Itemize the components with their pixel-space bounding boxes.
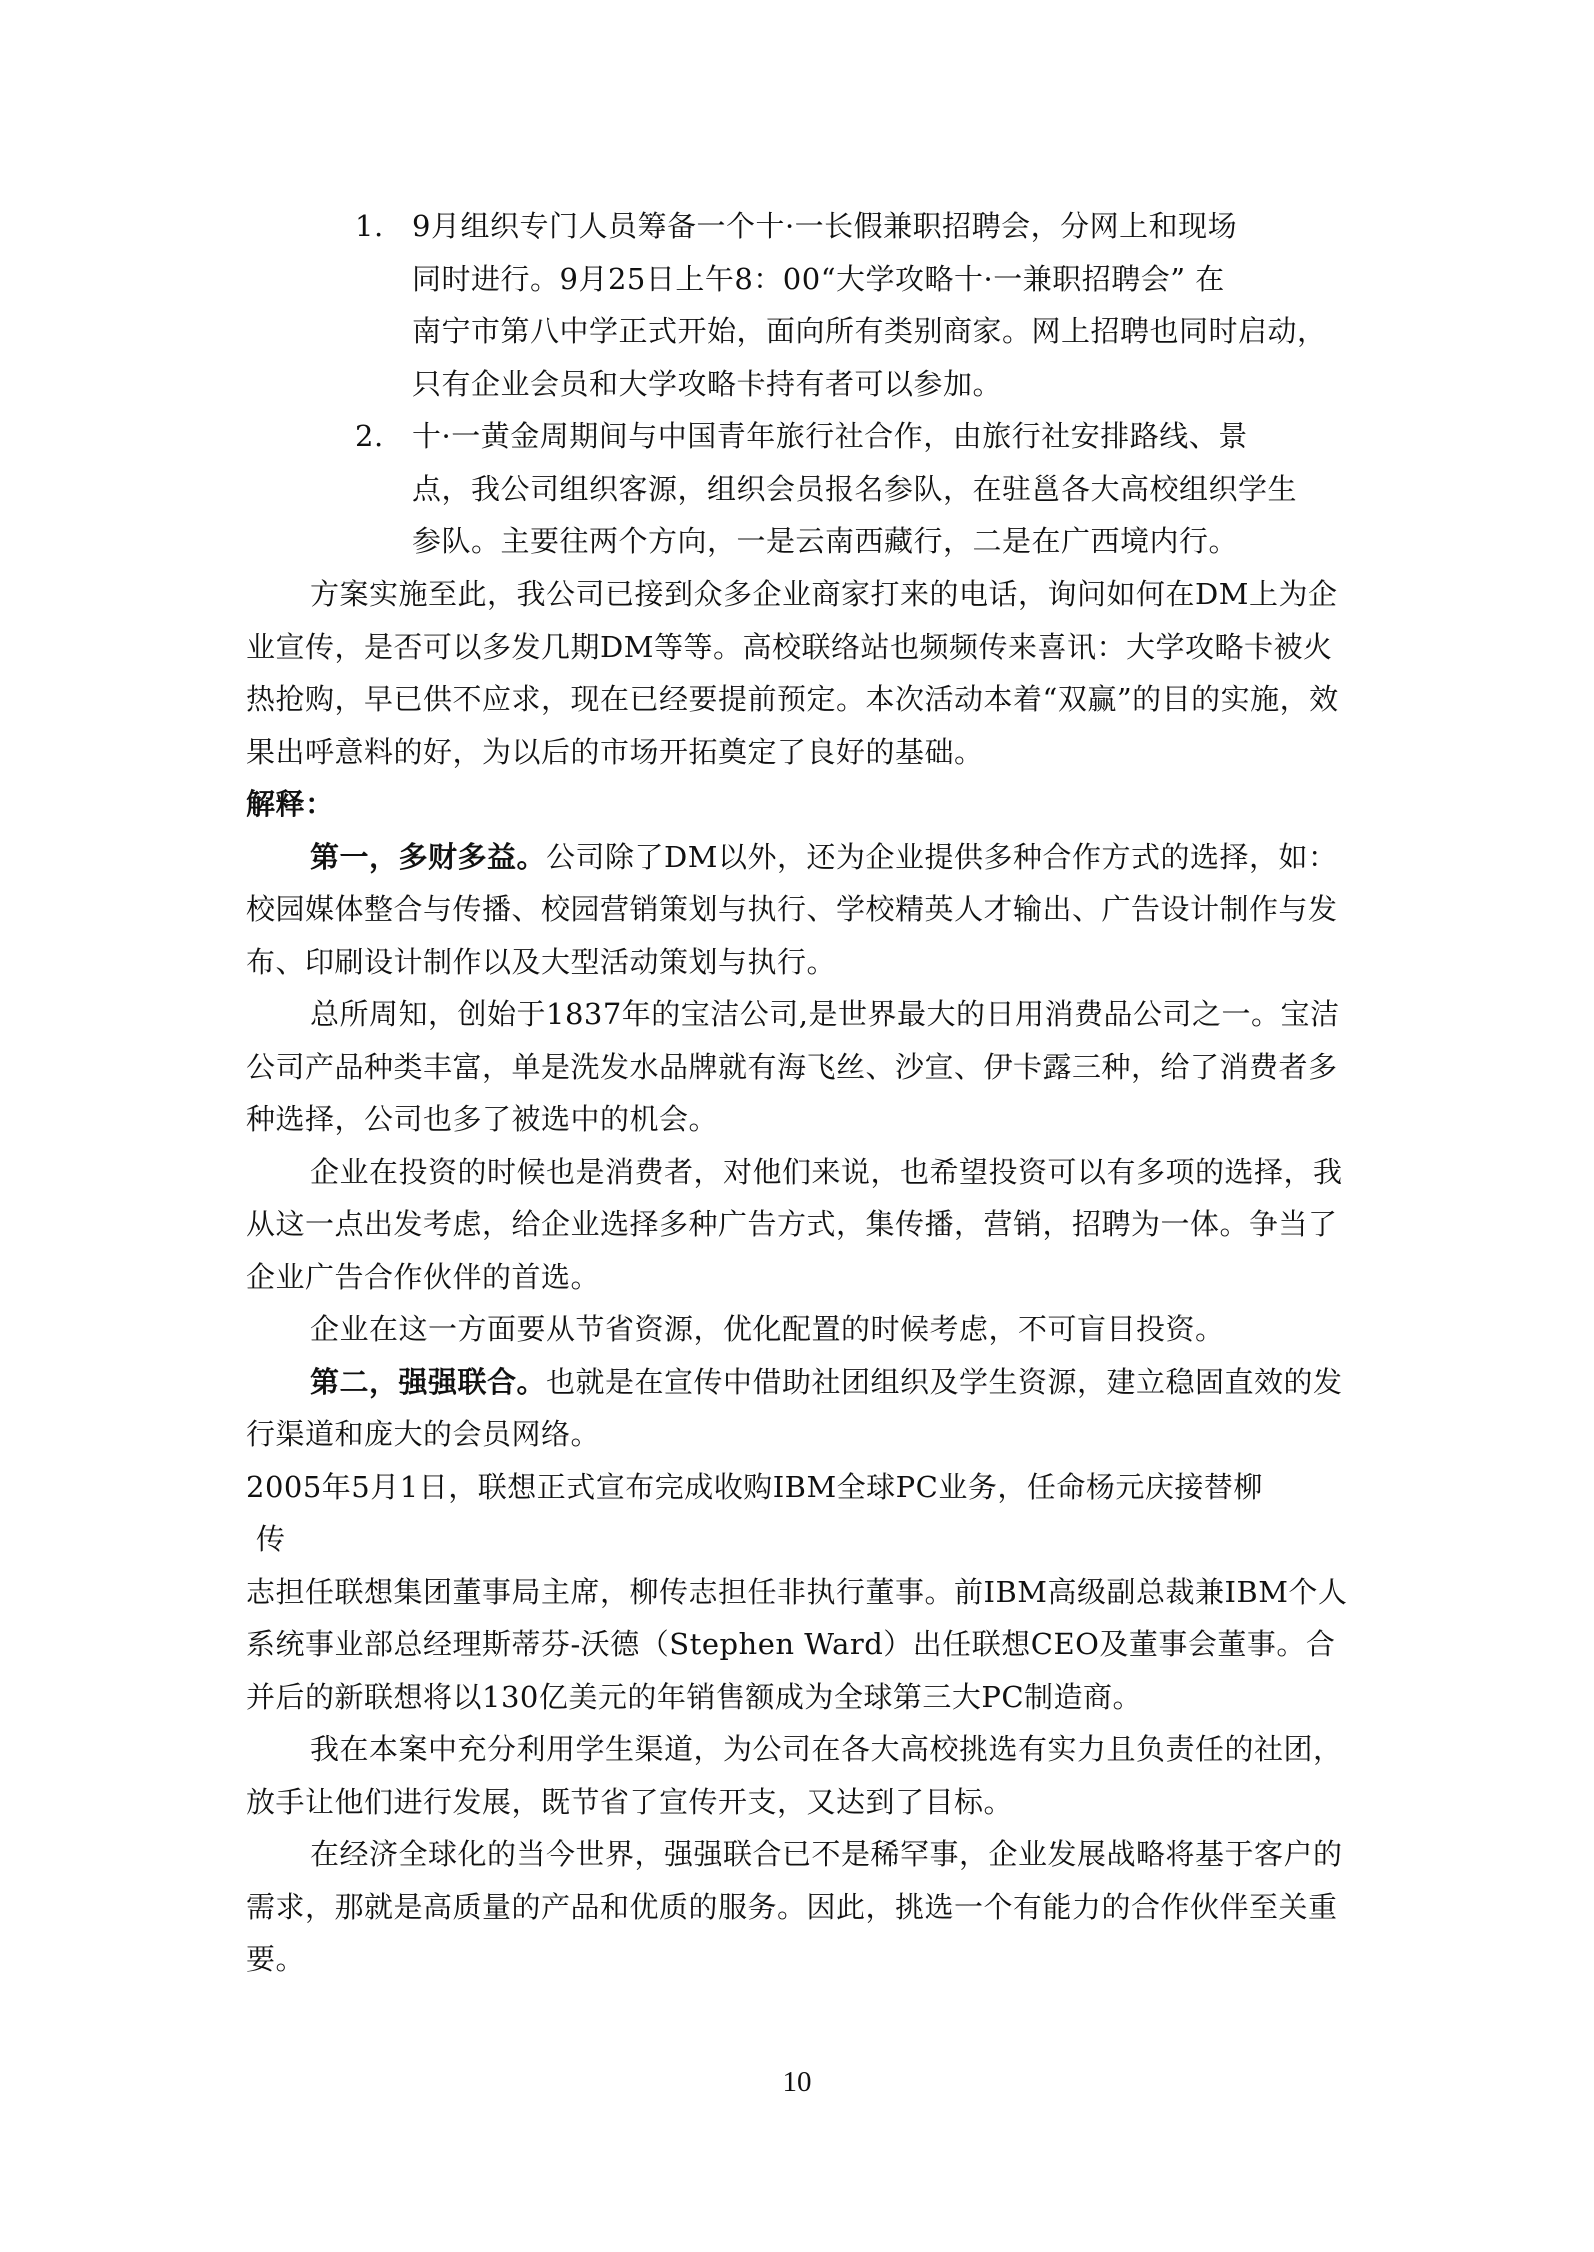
lenovo-paragraph-rest: 志担任联想集团董事局主席，柳传志担任非执行董事。前IBM高级副总裁兼IBM个人系统事业部总经理斯蒂芬-沃德（Stephen Ward）出任联想CEO及董事会董事。合并后的新联想将以130亿美元的年销售额成为全球第三大PC制造商。 xyxy=(246,1574,1348,1714)
list-item-line: 南宁市第八中学正式开始，面向所有类别商家。网上招聘也同时启动， xyxy=(412,314,1327,348)
list-item-line: 同时进行。9月25日上午8：00“大学攻略十·一兼职招聘会” 在 xyxy=(412,261,1225,296)
summary-paragraph: 方案实施至此，我公司已接到众多企业商家打来的电话，询问如何在DM上为企业宣传，是否可以多发几期DM等等。高校联络站也频频传来喜讯：大学攻略卡被火热抢购，早已供不应求，现在已经要提前预定。本次活动本着“双赢”的目的实施，效果出呼意料的好，为以后的市场开拓奠定了良好的基础。 xyxy=(246,577,1339,769)
lenovo-paragraph-line1: 2005年5月1日，联想正式宣布完成收购IBM全球PC业务，任命杨元庆接替柳 xyxy=(246,1469,1263,1504)
pg-paragraph: 总所周知，创始于1837年的宝洁公司,是世界最大的日用消费品公司之一。宝洁公司产品种类丰富，单是洗发水品牌就有海飞丝、沙宣、伊卡露三种，给了消费者多种选择，公司也多了被选中的机会。 xyxy=(246,997,1340,1136)
first-point-text: 公司除了DM以外，还为企业提供多种合作方式的选择，如：校园媒体整合与传播、校园营销策划与执行、学校精英人才输出、广告设计制作与发布、印刷设计制作以及大型活动策划与执行。 xyxy=(246,839,1338,979)
list-item-line: 参队。主要往两个方向，一是云南西藏行，二是在广西境内行。 xyxy=(412,524,1239,558)
list-item-number: 2. xyxy=(355,419,384,453)
list-item-2 xyxy=(355,410,1355,568)
second-point-paragraph xyxy=(246,1356,1356,1461)
second-point-text: 也就是在宣传中借助社团组织及学生资源，建立稳固直效的发行渠道和庞大的会员网络。 xyxy=(246,1364,1343,1451)
list-item-line: 9月组织专门人员筹备一个十·一长假兼职招聘会，分网上和现场 xyxy=(412,209,1238,243)
explain-heading: 解释： xyxy=(246,787,335,821)
list-item-1 xyxy=(355,200,1355,410)
list-item-line: 只有企业会员和大学攻略卡持有者可以参加。 xyxy=(412,366,1003,401)
invest-paragraph: 企业在投资的时候也是消费者，对他们来说，也希望投资可以有多项的选择，我从这一点出发考虑，给企业选择多种广告方式，集传播，营销，招聘为一体。争当了企业广告合作伙伴的首选。 xyxy=(246,1154,1343,1294)
save-paragraph: 企业在这一方面要从节省资源，优化配置的时候考虑，不可盲目投资。 xyxy=(310,1312,1225,1346)
first-point-paragraph xyxy=(246,831,1356,989)
list-item-number: 1. xyxy=(355,209,384,243)
body-text xyxy=(246,568,1356,1986)
lenovo-paragraph-line2: 传 xyxy=(256,1522,286,1556)
numbered-list xyxy=(355,200,1355,568)
list-item-line: 点，我公司组织客源，组织会员报名参队，在驻邕各大高校组织学生 xyxy=(412,471,1298,506)
students-paragraph: 我在本案中充分利用学生渠道，为公司在各大高校挑选有实力且负责任的社团，放手让他们进行发展，既节省了宣传开支，又达到了目标。 xyxy=(246,1732,1343,1819)
second-point-heading: 第二，强强联合。 xyxy=(310,1364,547,1399)
page-number: 10 xyxy=(782,2066,812,2098)
global-paragraph: 在经济全球化的当今世界，强强联合已不是稀罕事，企业发展战略将基于客户的需求，那就是高质量的产品和优质的服务。因此，挑选一个有能力的合作伙伴至关重要。 xyxy=(246,1837,1343,1976)
list-item-line: 十·一黄金周期间与中国青年旅行社合作，由旅行社安排路线、景 xyxy=(412,419,1248,453)
first-point-heading: 第一，多财多益。 xyxy=(310,839,547,874)
